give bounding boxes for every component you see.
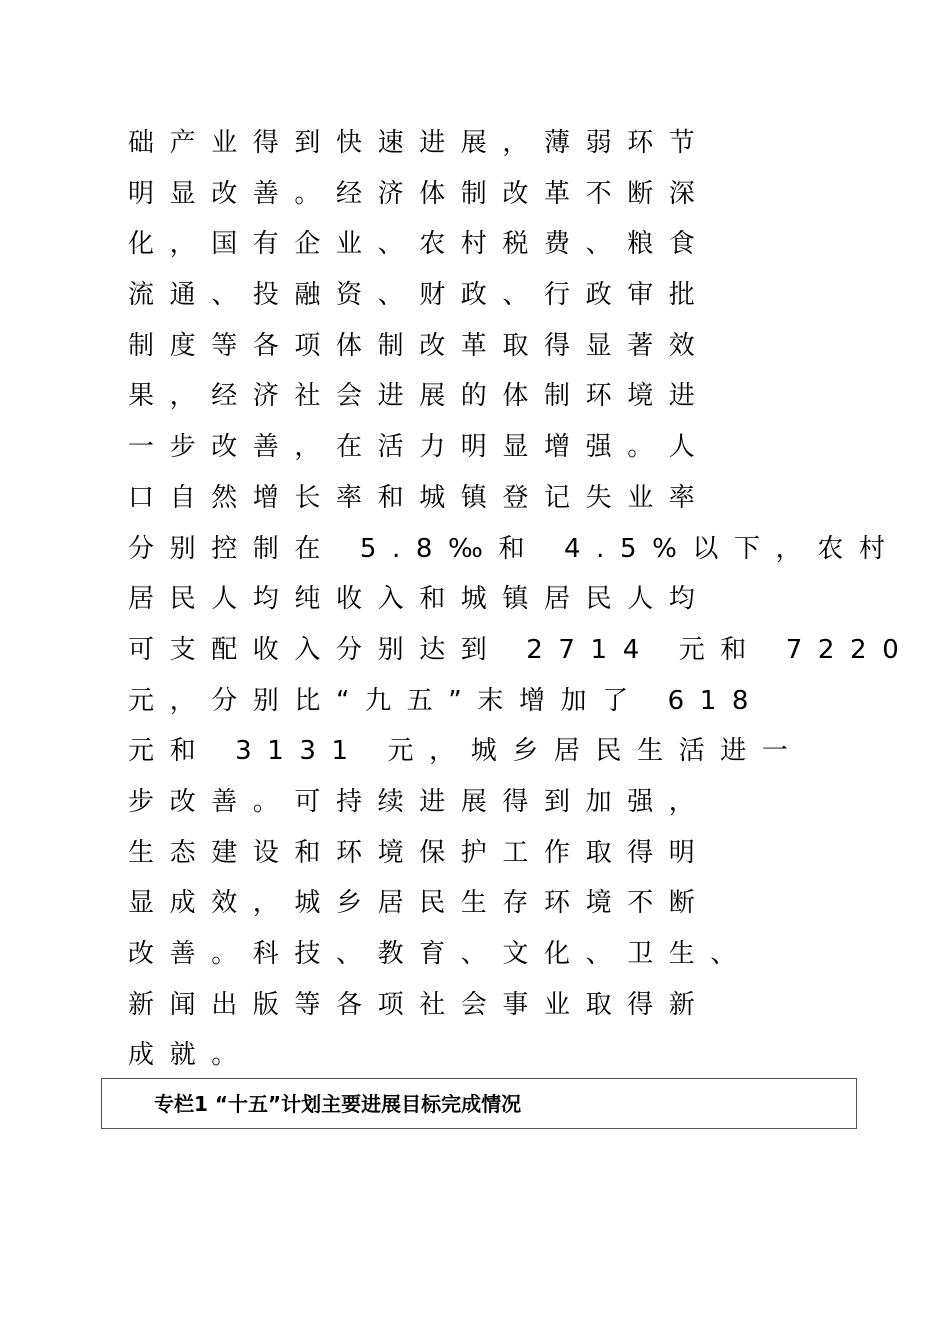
text-line: 明显改善。经济体制改革不断深	[128, 178, 711, 209]
text-line: 口自然增长率和城镇登记失业率	[128, 482, 711, 513]
text-line: 一步改善，在活力明显增强。人	[128, 432, 711, 463]
text-line: 元，分别比“九五”末增加了 618	[128, 685, 765, 716]
box-title: 专栏1 “十五”计划主要进展目标完成情况	[154, 1092, 522, 1116]
text-line: 可支配收入分别达到 2714 元和 7220	[128, 634, 915, 665]
text-line: 流通、投融资、财政、行政审批	[128, 280, 711, 311]
text-line: 果，经济社会进展的体制环境进	[128, 381, 711, 412]
sidebar-box	[101, 1078, 857, 1129]
text-line: 新闻出版等各项社会事业取得新	[128, 989, 711, 1020]
text-line: 分别控制在 5.8‰和 4.5%以下，农村	[128, 533, 901, 564]
text-line: 居民人均纯收入和城镇居民人均	[128, 584, 711, 615]
text-line: 生态建设和环境保护工作取得明	[128, 837, 711, 868]
text-line: 步改善。可持续进展得到加强，	[128, 786, 711, 817]
text-line: 制度等各项体制改革取得显著效	[128, 330, 711, 361]
body-paragraph	[128, 118, 915, 1081]
text-line: 元和 3131 元，城乡居民生活进一	[128, 736, 804, 767]
text-line: 化，国有企业、农村税费、粮食	[128, 229, 711, 260]
text-line: 成就。	[128, 1040, 253, 1071]
text-line: 改善。科技、教育、文化、卫生、	[128, 939, 753, 969]
text-line: 显成效，城乡居民生存环境不断	[128, 888, 711, 919]
text-line: 础产业得到快速进展，薄弱环节	[128, 128, 711, 158]
